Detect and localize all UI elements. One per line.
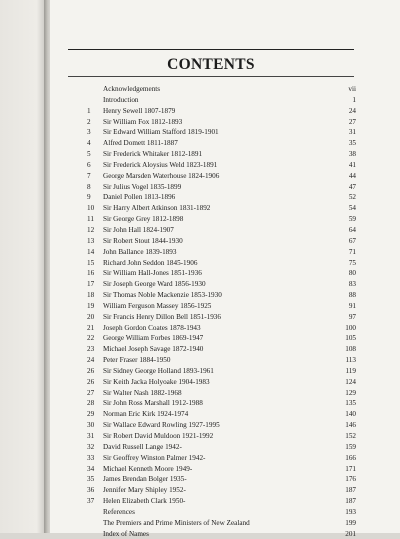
entry-number: 7 <box>87 171 91 180</box>
toc-entry <box>0 420 400 431</box>
toc-entry <box>0 464 400 475</box>
entry-number: 24 <box>87 356 95 365</box>
entry-number: 37 <box>87 497 95 506</box>
entry-title: Sir John Ross Marshall 1912-1988 <box>103 399 203 408</box>
entry-title: Sir Edward William Stafford 1819-1901 <box>103 128 219 137</box>
entry-number: 12 <box>87 225 95 234</box>
toc-entry <box>0 182 400 193</box>
entry-number: 36 <box>87 486 95 495</box>
entry-page-number: 38 <box>348 150 356 159</box>
entry-title: Sir Robert Stout 1844-1930 <box>103 236 183 245</box>
entry-title: Helen Elizabeth Clark 1950- <box>103 497 186 506</box>
entry-page-number: 35 <box>348 139 356 148</box>
entry-title: Sir William Fox 1812-1893 <box>103 117 183 126</box>
toc-entry <box>0 258 400 269</box>
entry-page-number: 140 <box>345 410 356 419</box>
entry-title: James Brendan Bolger 1935- <box>103 475 187 484</box>
entry-number: 14 <box>87 247 95 256</box>
entry-title: Sir Julius Vogel 1835-1899 <box>103 182 182 191</box>
entry-page-number: 166 <box>345 453 356 462</box>
toc-entry <box>0 301 400 312</box>
toc-entry <box>0 453 400 464</box>
entry-page-number: 44 <box>348 171 356 180</box>
entry-title: Joseph Gordon Coates 1878-1943 <box>103 323 201 332</box>
toc-entry <box>0 529 400 539</box>
entry-page-number: 67 <box>348 236 356 245</box>
entry-number: 10 <box>87 204 95 213</box>
toc-entry <box>0 431 400 442</box>
entry-title: Peter Fraser 1884-1950 <box>103 356 171 365</box>
entry-number: 31 <box>87 432 95 440</box>
toc-entry <box>0 149 400 160</box>
entry-number: 13 <box>87 236 95 245</box>
entry-title: Sir Sidney George Holland 1893-1961 <box>103 366 214 375</box>
entry-number: 1 <box>87 106 91 115</box>
entry-title: George Marsden Waterhouse 1824-1906 <box>103 171 220 180</box>
top-rule <box>68 49 354 50</box>
entry-number: 19 <box>87 301 95 310</box>
entry-number: 18 <box>87 291 95 300</box>
entry-number: 15 <box>87 258 95 267</box>
entry-title: Sir William Hall-Jones 1851-1936 <box>103 269 202 278</box>
entry-number: 23 <box>87 345 95 354</box>
entry-page-number: 1 <box>352 95 356 104</box>
entry-number: 2 <box>87 117 91 126</box>
entry-page-number: 152 <box>345 432 356 440</box>
entry-title: David Russell Lange 1942- <box>103 442 182 451</box>
entry-page-number: 176 <box>345 475 356 484</box>
toc-entry <box>0 160 400 171</box>
entry-number: 26 <box>87 377 95 386</box>
entry-title: Henry Sewell 1807-1879 <box>103 106 176 115</box>
entry-page-number: vii <box>348 85 356 93</box>
toc-entry <box>0 214 400 225</box>
entry-title: Sir Wallace Edward Rowling 1927-1995 <box>103 421 220 430</box>
entry-page-number: 146 <box>345 421 356 430</box>
entry-page-number: 124 <box>345 377 356 386</box>
entry-number: 21 <box>87 323 95 332</box>
table-of-contents <box>0 84 400 539</box>
entry-page-number: 119 <box>345 366 356 375</box>
entry-number: 6 <box>87 160 91 169</box>
entry-title: William Ferguson Massey 1856-1925 <box>103 301 212 310</box>
entry-page-number: 100 <box>345 323 356 332</box>
entry-page-number: 88 <box>348 291 356 300</box>
entry-number: 30 <box>87 421 95 430</box>
entry-title: Richard John Seddon 1845-1906 <box>103 258 198 267</box>
toc-entry <box>0 127 400 138</box>
toc-entry <box>0 377 400 388</box>
entry-number: 16 <box>87 269 95 278</box>
toc-entry <box>0 409 400 420</box>
entry-number: 32 <box>87 442 95 451</box>
entry-title: Acknowledgements <box>103 85 161 93</box>
entry-title: Introduction <box>103 95 139 104</box>
toc-entry <box>0 507 400 518</box>
entry-page-number: 75 <box>348 258 356 267</box>
entry-page-number: 52 <box>348 193 356 202</box>
entry-number: 34 <box>87 464 95 473</box>
entry-page-number: 193 <box>345 507 356 516</box>
entry-page-number: 113 <box>345 356 356 365</box>
toc-entry <box>0 366 400 377</box>
entry-number: 9 <box>87 193 91 202</box>
entry-title: George William Forbes 1869-1947 <box>103 334 204 343</box>
entry-number: 8 <box>87 182 91 191</box>
entry-number: 4 <box>87 139 91 148</box>
entry-number: 28 <box>87 399 95 408</box>
entry-page-number: 59 <box>348 215 356 224</box>
entry-page-number: 105 <box>345 334 356 343</box>
entry-page-number: 135 <box>345 399 356 408</box>
entry-number: 11 <box>87 215 94 224</box>
entry-page-number: 159 <box>345 442 356 451</box>
entry-page-number: 24 <box>348 106 356 115</box>
toc-entry <box>0 442 400 453</box>
entry-page-number: 171 <box>345 464 356 473</box>
toc-entry <box>0 192 400 203</box>
entry-number: 20 <box>87 312 95 321</box>
toc-entry <box>0 268 400 279</box>
toc-entry <box>0 344 400 355</box>
toc-entry <box>0 236 400 247</box>
title-underline <box>68 76 354 77</box>
toc-entry <box>0 388 400 399</box>
entry-title: Sir Joseph George Ward 1856-1930 <box>103 280 206 289</box>
toc-entry <box>0 225 400 236</box>
toc-entry <box>0 106 400 117</box>
entry-title: Michael Joseph Savage 1872-1940 <box>103 345 204 354</box>
toc-entry <box>0 171 400 182</box>
entry-title: Index of Names <box>103 529 149 538</box>
entry-page-number: 187 <box>345 497 356 506</box>
entry-title: Sir George Grey 1812-1898 <box>103 215 184 224</box>
entry-title: Alfred Domett 1811-1887 <box>103 139 178 148</box>
entry-page-number: 201 <box>345 529 356 538</box>
entry-number: 3 <box>87 128 91 137</box>
entry-page-number: 83 <box>348 280 356 289</box>
toc-entry <box>0 485 400 496</box>
toc-entry <box>0 290 400 301</box>
entry-page-number: 47 <box>348 182 356 191</box>
entry-page-number: 27 <box>348 117 356 126</box>
entry-title: Sir Frederick Whitaker 1812-1891 <box>103 150 203 159</box>
entry-title: Sir Francis Henry Dillon Bell 1851-1936 <box>103 312 221 321</box>
toc-entry <box>0 333 400 344</box>
entry-page-number: 108 <box>345 345 356 354</box>
entry-page-number: 64 <box>348 225 356 234</box>
entry-page-number: 199 <box>345 518 356 527</box>
entry-title: Norman Eric Kirk 1924-1974 <box>103 410 189 419</box>
entry-title: Sir Keith Jacka Holyoake 1904-1983 <box>103 377 210 386</box>
entry-title: Michael Kenneth Moore 1949- <box>103 464 193 473</box>
toc-entry <box>0 117 400 128</box>
toc-entry <box>0 323 400 334</box>
entry-page-number: 54 <box>348 204 356 213</box>
toc-entry <box>0 518 400 529</box>
entry-number: 35 <box>87 475 95 484</box>
entry-title: Sir Harry Albert Atkinson 1831-1892 <box>103 204 211 213</box>
entry-page-number: 91 <box>348 301 356 310</box>
entry-page-number: 187 <box>345 486 356 495</box>
entry-title: The Premiers and Prime Ministers of New Zealand <box>103 518 250 527</box>
entry-title: Sir Robert David Muldoon 1921-1992 <box>103 432 214 440</box>
entry-number: 5 <box>87 150 91 159</box>
entry-page-number: 41 <box>348 160 356 169</box>
entry-page-number: 97 <box>348 312 356 321</box>
toc-entry <box>0 496 400 507</box>
entry-number: 33 <box>87 453 95 462</box>
entry-title: Sir Frederick Aloysius Weld 1823-1891 <box>103 160 218 169</box>
entry-title: Sir John Hall 1824-1907 <box>103 225 174 234</box>
entry-number: 27 <box>87 388 95 397</box>
toc-entry <box>0 474 400 485</box>
entry-number: 26 <box>87 366 95 375</box>
toc-entry <box>0 398 400 409</box>
entry-number: 29 <box>87 410 95 419</box>
entry-title: Daniel Pollen 1813-1896 <box>103 193 176 202</box>
toc-entry <box>0 355 400 366</box>
entry-title: References <box>103 507 135 516</box>
entry-number: 17 <box>87 280 95 289</box>
entry-number: 22 <box>87 334 95 343</box>
entry-title: Sir Geoffrey Winston Palmer 1942- <box>103 453 206 462</box>
toc-entry <box>0 84 400 95</box>
toc-entry <box>0 95 400 106</box>
entry-title: Sir Thomas Noble Mackenzie 1853-1930 <box>103 291 222 300</box>
entry-title: Sir Walter Nash 1882-1968 <box>103 388 182 397</box>
entry-page-number: 80 <box>348 269 356 278</box>
toc-entry <box>0 312 400 323</box>
entry-title: John Ballance 1839-1893 <box>103 247 177 256</box>
entry-page-number: 71 <box>348 247 356 256</box>
entry-page-number: 31 <box>348 128 356 137</box>
toc-entry <box>0 138 400 149</box>
entry-title: Jennifer Mary Shipley 1952- <box>103 486 186 495</box>
toc-entry <box>0 203 400 214</box>
toc-entry <box>0 247 400 258</box>
toc-entry <box>0 279 400 290</box>
page-title: CONTENTS <box>167 56 255 73</box>
entry-page-number: 129 <box>345 388 356 397</box>
